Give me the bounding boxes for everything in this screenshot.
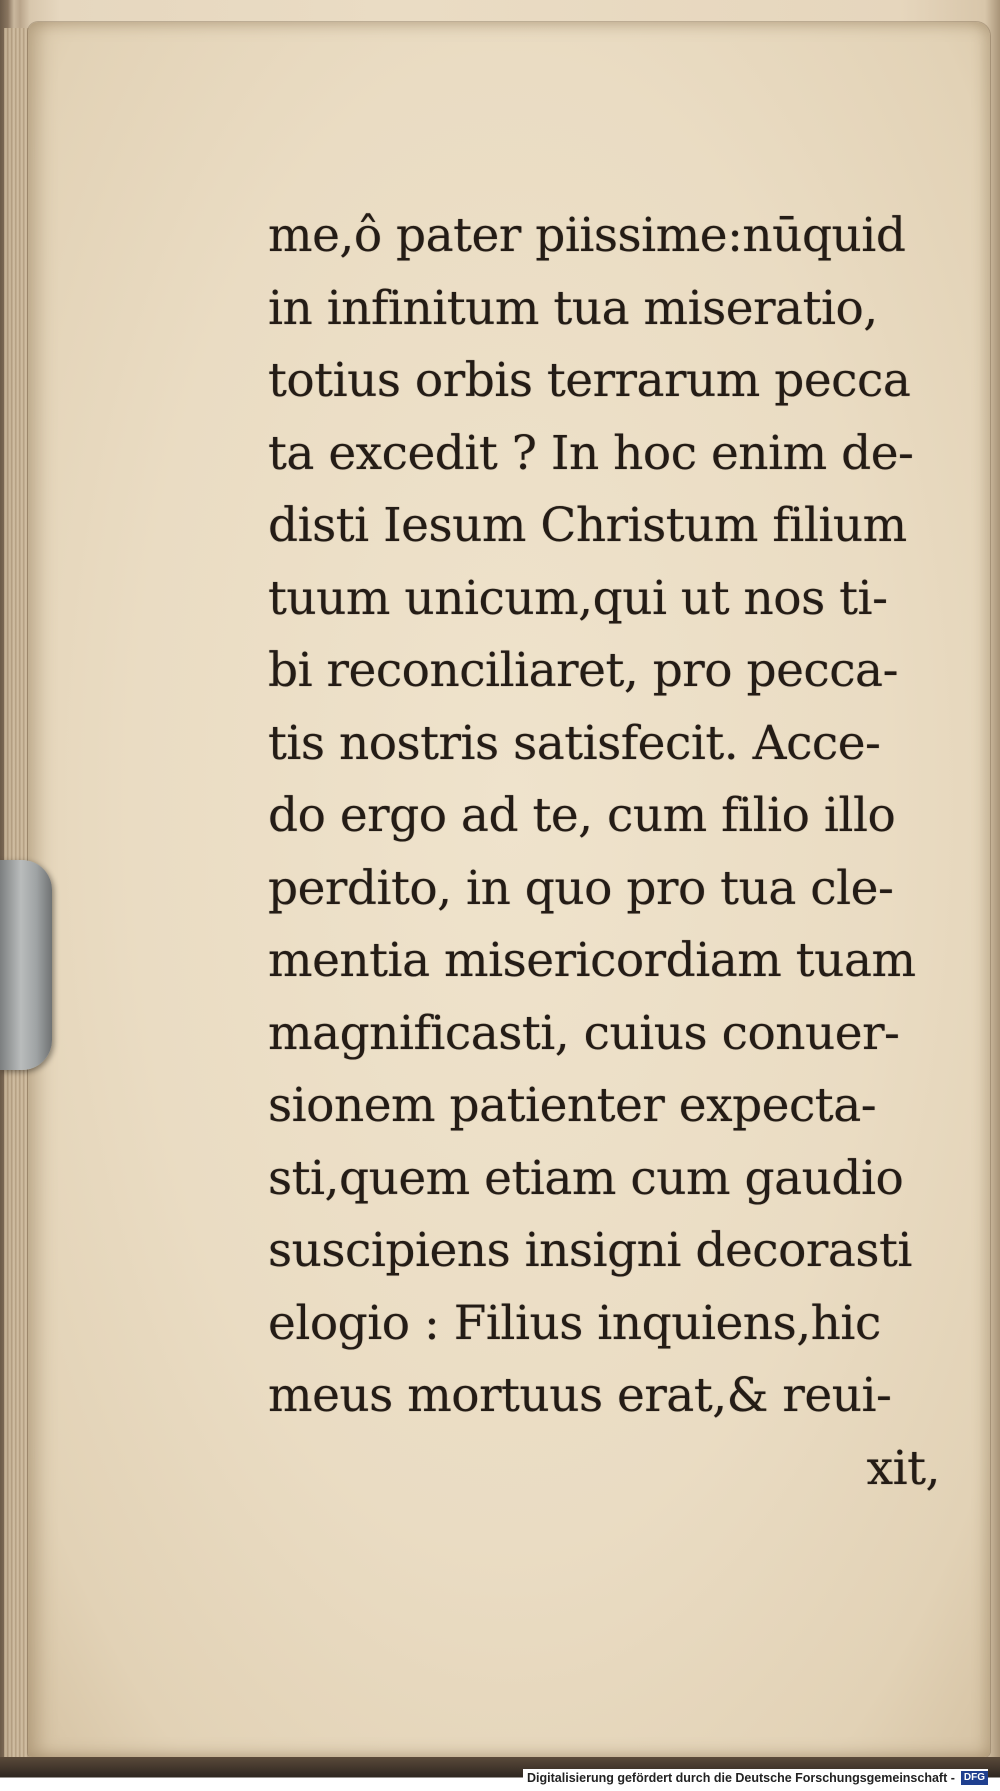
text-line: mentia misericordiam tuam xyxy=(268,933,916,988)
text-line: perdito, in quo pro tua cle- xyxy=(268,860,894,916)
text-line: me,ô pater piissime:nūquid xyxy=(268,208,906,263)
text-line: tis nostris satisfecit. Acce- xyxy=(268,715,881,771)
text-line: bi reconciliaret, pro pecca- xyxy=(268,643,898,698)
page-clip xyxy=(0,860,52,1070)
text-line: meus mortuus erat,& reui- xyxy=(268,1368,892,1423)
catchword: xit, xyxy=(866,1440,940,1496)
dfg-logo: DFG xyxy=(961,1771,988,1785)
digitization-credit xyxy=(523,1769,988,1787)
text-line: do ergo ad te, cum filio illo xyxy=(268,788,896,843)
text-line: magnificasti, cuius conuer- xyxy=(268,1005,900,1061)
text-line: tuum unicum,qui ut nos ti- xyxy=(268,570,888,626)
text-line: ta excedit ? In hoc enim de- xyxy=(268,425,914,481)
text-line: disti Iesum Christum filium xyxy=(268,498,907,553)
credit-text: Digitalisierung gefördert durch die Deutsche Forschungsgemeinschaft - xyxy=(527,1771,955,1785)
text-line: totius orbis terrarum pecca xyxy=(268,353,911,408)
text-line: sionem patienter expecta- xyxy=(268,1078,877,1133)
text-line: suscipiens insigni decorasti xyxy=(268,1223,912,1278)
text-line: elogio : Filius inquiens,hic xyxy=(268,1295,881,1351)
text-line: sti,quem etiam cum gaudio xyxy=(268,1150,904,1206)
text-block xyxy=(268,200,948,1505)
text-line: in infinitum tua miseratio, xyxy=(268,280,878,336)
